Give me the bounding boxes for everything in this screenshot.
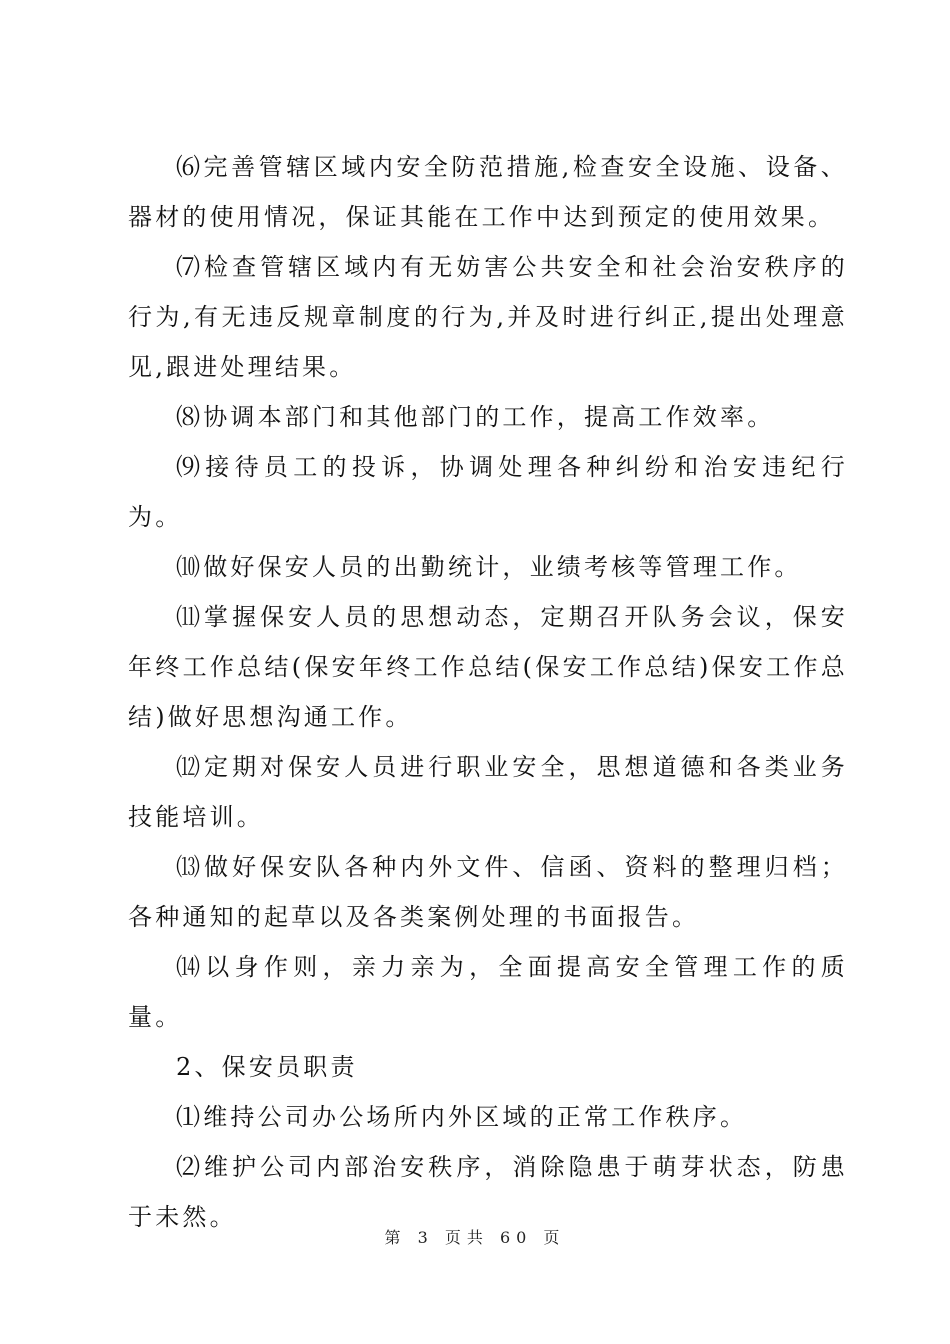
paragraph-item-12: ⑿定期对保安人员进行职业安全，思想道德和各类业务技能培训。 bbox=[128, 753, 848, 831]
paragraph-item-7: ⑺检查管辖区域内有无妨害公共安全和社会治安秩序的行为,有无违反规章制度的行为,并及时进行纠正,提出处理意见,跟进处理结果。 bbox=[128, 253, 848, 381]
section-heading-security-guard-duties: 2、保安员职责 bbox=[176, 1053, 358, 1081]
document-body bbox=[128, 142, 848, 1242]
paragraph-duty-1: ⑴维持公司办公场所内外区域的正常工作秩序。 bbox=[176, 1103, 748, 1131]
paragraph-item-13: ⒀做好保安队各种内外文件、信函、资料的整理归档；各种通知的起草以及各类案例处理的书面报告。 bbox=[128, 853, 848, 931]
paragraph-item-8: ⑻协调本部门和其他部门的工作，提高工作效率。 bbox=[176, 403, 775, 431]
paragraph-item-9: ⑼接待员工的投诉，协调处理各种纠纷和治安违纪行为。 bbox=[128, 453, 848, 531]
page-number-footer: 第 3 页共 60 页 bbox=[384, 1228, 566, 1247]
paragraph-item-10: ⑽做好保安人员的出勤统计，业绩考核等管理工作。 bbox=[176, 553, 802, 581]
paragraph-item-14: ⒁以身作则，亲力亲为，全面提高安全管理工作的质量。 bbox=[128, 953, 848, 1031]
paragraph-item-11: ⑾掌握保安人员的思想动态，定期召开队务会议，保安年终工作总结(保安年终工作总结(保安工作总结)保安工作总结)做好思想沟通工作。 bbox=[128, 603, 848, 731]
paragraph-duty-2: ⑵维护公司内部治安秩序，消除隐患于萌芽状态，防患于未然。 bbox=[128, 1153, 848, 1231]
paragraph-item-6: ⑹完善管辖区域内安全防范措施,检查安全设施、设备、器材的使用情况，保证其能在工作中达到预定的使用效果。 bbox=[128, 153, 848, 231]
